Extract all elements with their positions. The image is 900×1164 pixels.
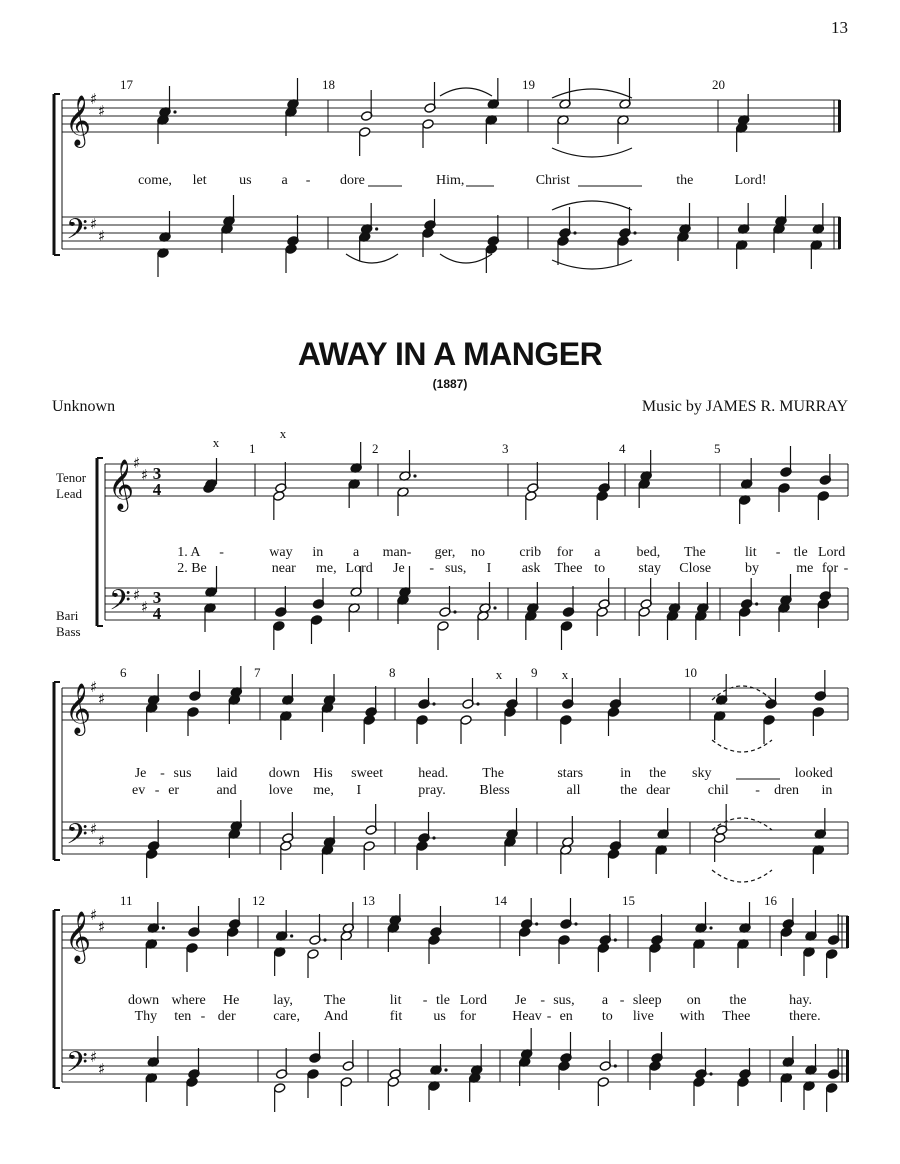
lyric-syllable: dear — [646, 783, 671, 798]
lyric-syllable: Lord — [459, 993, 487, 1008]
lyric-syllable: me, — [316, 561, 337, 576]
final-barline-thick — [838, 100, 841, 132]
measure-number: 16 — [764, 893, 777, 908]
key-sharp-c: ♯ — [141, 466, 149, 484]
lyric-syllable: a — [352, 545, 360, 560]
note-head — [557, 236, 569, 247]
lyric-syllable: by — [745, 561, 760, 576]
lyric-syllable: the — [620, 783, 638, 798]
part-label-bari: Bari — [56, 608, 79, 623]
bass-clef: 𝄢 — [109, 584, 131, 624]
lyric-syllable: all — [566, 783, 581, 798]
key-sharp-c: ♯ — [98, 918, 106, 936]
lyricist-credit: Unknown — [52, 398, 116, 415]
lyric-syllable: - — [775, 545, 781, 560]
lyric-syllable: Thee — [554, 561, 583, 576]
augmentation-dot — [709, 1072, 712, 1075]
lyric-syllable: on — [686, 993, 701, 1008]
lyric-syllable: - — [429, 561, 435, 576]
lyric-syllable: come, — [138, 173, 172, 188]
lyric-syllable: His — [313, 766, 333, 781]
lyric-syllable: for — [556, 545, 574, 560]
lyric-syllable: The — [323, 993, 346, 1008]
lyric-syllable: ger, — [434, 545, 456, 560]
lyric-syllable: en — [559, 1009, 573, 1024]
lyric-syllable: a — [601, 993, 609, 1008]
lyric-syllable: looked — [794, 766, 833, 781]
note-head — [780, 927, 792, 938]
lyric-syllable: live — [632, 1009, 654, 1024]
measure-number: 6 — [120, 665, 127, 680]
key-sharp-c: ♯ — [98, 227, 106, 245]
augmentation-dot — [444, 1068, 447, 1071]
lyric-syllable: the — [729, 993, 747, 1008]
measure-number: 8 — [389, 665, 396, 680]
augmentation-dot — [290, 934, 293, 937]
lyric-syllable: a — [594, 545, 601, 560]
lyric-syllable: way — [269, 545, 293, 560]
lyric-syllable: hay. — [789, 993, 812, 1008]
lyric-syllable: care, — [273, 1009, 301, 1024]
tie — [440, 254, 492, 263]
measure-number: 4 — [619, 441, 626, 456]
breath-mark: x — [212, 435, 220, 450]
lyric-syllable: dren — [774, 783, 800, 798]
lyric-syllable: - — [843, 561, 849, 576]
treble-clef: 𝄞 — [65, 911, 92, 962]
augmentation-dot — [493, 606, 496, 609]
lyric-syllable: I — [486, 561, 492, 576]
lyric-syllable: Je — [393, 561, 405, 576]
note-head — [310, 615, 322, 626]
part-label-bass: Bass — [56, 624, 81, 639]
lyric-syllable: 1. A — [177, 545, 201, 560]
augmentation-dot — [323, 938, 326, 941]
note-head — [504, 707, 516, 718]
augmentation-dot — [476, 702, 479, 705]
measure-number: 2 — [372, 441, 379, 456]
note-head — [817, 491, 829, 502]
note-head — [186, 943, 198, 954]
lyric-syllable: ev — [132, 783, 146, 798]
note-head — [422, 228, 434, 239]
key-sharp-f: ♯ — [90, 90, 98, 108]
note-head — [596, 491, 608, 502]
note-head — [187, 707, 199, 718]
augmentation-dot — [573, 231, 576, 234]
augmentation-dot — [633, 231, 636, 234]
time-signature-top: 3 — [152, 464, 162, 483]
bass-staff — [105, 588, 848, 620]
note-head — [763, 715, 775, 726]
tie — [552, 148, 632, 157]
note-head — [273, 491, 285, 502]
note-head — [693, 1077, 705, 1088]
lyric-syllable: me, — [313, 783, 334, 798]
key-sharp-c: ♯ — [98, 102, 106, 120]
lyric-syllable: to — [601, 1009, 613, 1024]
augmentation-dot — [432, 836, 435, 839]
note-head — [416, 841, 428, 852]
lyric-syllable: The — [684, 545, 706, 560]
note-head — [422, 119, 434, 130]
key-sharp-c: ♯ — [98, 690, 106, 708]
augmentation-dot — [709, 926, 712, 929]
bass-staff — [62, 217, 840, 249]
lyric-syllable: us — [433, 1009, 446, 1024]
measure-number: 18 — [322, 77, 335, 92]
note-head — [738, 607, 750, 618]
lyric-syllable: us — [239, 173, 252, 188]
lyric-syllable: head. — [418, 766, 449, 781]
tie — [552, 201, 632, 210]
note-head — [437, 621, 449, 632]
measure-number: 5 — [714, 441, 721, 456]
lyric-syllable: Lord — [818, 545, 846, 560]
augmentation-dot — [375, 227, 378, 230]
lyric-syllable: in — [620, 766, 631, 781]
augmentation-dot — [162, 926, 165, 929]
lyric-syllable: for — [821, 561, 839, 576]
note-head — [518, 927, 530, 938]
lyric-syllable: down — [128, 993, 160, 1008]
lyric-syllable: man- — [382, 545, 412, 560]
bass-clef: 𝄢 — [66, 1046, 88, 1086]
note-head — [737, 1077, 749, 1088]
lyric-syllable: Bless — [479, 783, 510, 798]
lyric-syllable: where — [171, 993, 206, 1008]
lyric-syllable: for — [459, 1009, 477, 1024]
tie — [552, 260, 632, 269]
lyric-syllable: lay, — [273, 993, 293, 1008]
lyric-syllable: to — [594, 561, 606, 576]
note-head — [525, 491, 537, 502]
treble-staff — [62, 916, 848, 948]
dashed-slur — [712, 740, 772, 752]
note-head — [416, 715, 428, 726]
lyric-syllable: - — [422, 993, 428, 1008]
measure-number: 14 — [494, 893, 507, 908]
note-head — [617, 236, 629, 247]
lyric-syllable: - — [154, 783, 160, 798]
treble-clef: 𝄞 — [65, 683, 92, 734]
page-number: 13 — [831, 18, 848, 37]
lyric-syllable: - — [540, 993, 546, 1008]
note-head — [340, 1077, 352, 1088]
measure-number: 7 — [254, 665, 261, 680]
note-head — [226, 927, 238, 938]
lyric-syllable: let — [192, 173, 207, 188]
lyric-syllable: dore — [340, 173, 365, 188]
lyric-syllable: - — [160, 766, 165, 781]
note-head — [307, 1069, 319, 1080]
time-signature-top: 3 — [152, 588, 162, 607]
treble-clef: 𝄞 — [65, 95, 92, 146]
final-barline-thick — [846, 916, 849, 948]
measure-number: 9 — [531, 665, 538, 680]
dashed-slur — [712, 870, 772, 882]
final-barline-thick — [838, 217, 841, 249]
lyric-syllable: Je — [134, 766, 147, 781]
note-head — [812, 707, 824, 718]
note-head — [485, 244, 497, 255]
lyric-syllable: er — [168, 783, 180, 798]
lyric-syllable: the — [649, 766, 667, 781]
measure-number: 11 — [120, 893, 133, 908]
lyric-syllable: Christ — [535, 173, 570, 188]
lyric-syllable: stay — [638, 561, 661, 576]
augmentation-dot — [535, 922, 538, 925]
note-head — [778, 483, 790, 494]
augmentation-dot — [453, 610, 456, 613]
note-head — [607, 849, 619, 860]
note-head — [280, 841, 292, 852]
lyric-syllable: sus, — [553, 993, 575, 1008]
measure-number: 20 — [712, 77, 725, 92]
note-head — [560, 621, 572, 632]
lyric-syllable: lit — [745, 545, 757, 560]
lyric-syllable: me — [796, 561, 814, 576]
augmentation-dot — [432, 702, 435, 705]
augmentation-dot — [755, 602, 758, 605]
lyric-syllable: bed, — [636, 545, 661, 560]
note-head — [363, 841, 375, 852]
lyric-syllable: with — [679, 1009, 705, 1024]
lyric-syllable: I — [356, 783, 362, 798]
lyric-syllable: Je — [514, 993, 527, 1008]
lyric-syllable: - — [200, 1009, 206, 1024]
lyric-syllable: Thy — [134, 1009, 158, 1024]
part-label-lead: Lead — [56, 486, 82, 501]
treble-staff — [62, 688, 848, 720]
time-signature-bottom: 4 — [152, 604, 162, 623]
key-sharp-c: ♯ — [98, 832, 106, 850]
lyric-syllable: chil — [707, 783, 729, 798]
measure-number: 19 — [522, 77, 535, 92]
treble-clef: 𝄞 — [108, 459, 135, 510]
note-head — [285, 244, 297, 255]
tie — [552, 89, 632, 98]
key-sharp-f: ♯ — [90, 1048, 98, 1066]
lyric-syllable: down — [268, 766, 300, 781]
augmentation-dot — [574, 922, 577, 925]
lyric-syllable: Lord! — [734, 173, 767, 188]
bass-staff — [62, 1050, 848, 1082]
note-head — [428, 935, 440, 946]
lyric-syllable: ten — [174, 1009, 192, 1024]
lyric-syllable: He — [223, 993, 240, 1008]
lyric-syllable: no — [471, 545, 485, 560]
lyric-syllable: - — [219, 545, 224, 560]
lyric-syllable: crib — [519, 545, 542, 560]
key-sharp-f: ♯ — [133, 454, 141, 472]
lyric-syllable: sky — [692, 766, 712, 781]
note-head — [607, 707, 619, 718]
key-sharp-c: ♯ — [141, 598, 149, 616]
lyric-syllable: laid — [216, 766, 238, 781]
lyric-syllable: der — [217, 1009, 236, 1024]
lyric-syllable: Him, — [436, 173, 465, 188]
measure-number: 12 — [252, 893, 265, 908]
measure-number: 10 — [684, 665, 697, 680]
augmentation-dot — [614, 1064, 617, 1067]
note-head — [597, 943, 609, 954]
measure-number: 17 — [120, 77, 133, 92]
note-head — [358, 127, 370, 138]
lyric-syllable: there. — [789, 1009, 821, 1024]
lyric-syllable: - — [619, 993, 625, 1008]
note-head — [307, 949, 319, 960]
bass-clef: 𝄢 — [66, 213, 88, 253]
part-label-tenor: Tenor — [56, 470, 87, 485]
note-head — [387, 1077, 399, 1088]
composer-credit: Music by JAMES R. MURRAY — [641, 398, 848, 415]
tie — [346, 254, 398, 263]
measure-number: 13 — [362, 893, 375, 908]
augmentation-dot — [173, 110, 176, 113]
note-head — [145, 849, 157, 860]
lyric-syllable: 2. Be — [177, 561, 207, 576]
note-head — [649, 1061, 661, 1072]
key-sharp-f: ♯ — [90, 820, 98, 838]
bass-staff — [62, 822, 848, 854]
key-sharp-f: ♯ — [90, 678, 98, 696]
measure-number: 3 — [502, 441, 509, 456]
note-head — [825, 949, 837, 960]
key-sharp-f: ♯ — [90, 906, 98, 924]
lyric-syllable: The — [482, 766, 504, 781]
lyric-syllable: fit — [389, 1009, 403, 1024]
note-head — [560, 715, 572, 726]
augmentation-dot — [614, 938, 617, 941]
note-head — [273, 1083, 285, 1094]
note-head — [597, 1077, 609, 1088]
breath-mark: x — [495, 667, 503, 682]
song-year: (1887) — [432, 377, 468, 391]
song-title: AWAY IN A MANGER — [297, 336, 603, 372]
lyric-syllable: sus, — [445, 561, 467, 576]
lyric-syllable: and — [216, 783, 237, 798]
tie — [440, 88, 492, 96]
note-head — [649, 943, 661, 954]
measure-number: 1 — [249, 441, 256, 456]
lyric-syllable: near — [271, 561, 296, 576]
lyric-syllable: pray. — [418, 783, 446, 798]
note-head — [817, 599, 829, 610]
final-barline-thick — [846, 1050, 849, 1082]
note-head — [596, 607, 608, 618]
lyric-syllable: - — [305, 173, 311, 188]
lyric-syllable: - — [546, 1009, 552, 1024]
lyric-syllable: tle — [793, 545, 808, 560]
note-head — [460, 715, 472, 726]
note-head — [363, 715, 375, 726]
bass-clef: 𝄢 — [66, 818, 88, 858]
lyric-syllable: in — [312, 545, 324, 560]
lyric-syllable: Close — [679, 561, 712, 576]
lyric-syllable: a — [281, 173, 288, 188]
lyric-syllable: love — [268, 783, 293, 798]
lyric-syllable: the — [676, 173, 694, 188]
measure-number: 15 — [622, 893, 635, 908]
note-head — [273, 621, 285, 632]
note-head — [713, 833, 725, 844]
note-head — [638, 607, 650, 618]
augmentation-dot — [413, 474, 416, 477]
lyric-syllable: sus — [173, 766, 192, 781]
key-sharp-c: ♯ — [98, 1060, 106, 1078]
lyric-syllable: ask — [521, 561, 541, 576]
note-head — [558, 1061, 570, 1072]
breath-mark: x — [561, 667, 569, 682]
lyric-syllable: sweet — [351, 766, 383, 781]
lyric-syllable: - — [755, 783, 760, 798]
lyric-syllable: lit — [389, 993, 402, 1008]
note-head — [186, 1077, 198, 1088]
lyric-syllable: Lord — [345, 561, 373, 576]
key-sharp-f: ♯ — [133, 586, 141, 604]
breath-mark: x — [279, 426, 287, 441]
lyric-syllable: tle — [436, 993, 450, 1008]
treble-staff — [62, 100, 840, 132]
lyric-syllable: Thee — [722, 1009, 751, 1024]
time-signature-bottom: 4 — [152, 480, 162, 499]
lyric-syllable: And — [323, 1009, 348, 1024]
lyric-syllable: in — [821, 783, 833, 798]
note-head — [558, 935, 570, 946]
lyric-syllable: Heav — [512, 1009, 542, 1024]
note-head — [825, 1083, 837, 1094]
key-sharp-f: ♯ — [90, 215, 98, 233]
lyric-syllable: stars — [557, 766, 584, 781]
lyric-syllable: sleep — [632, 993, 662, 1008]
